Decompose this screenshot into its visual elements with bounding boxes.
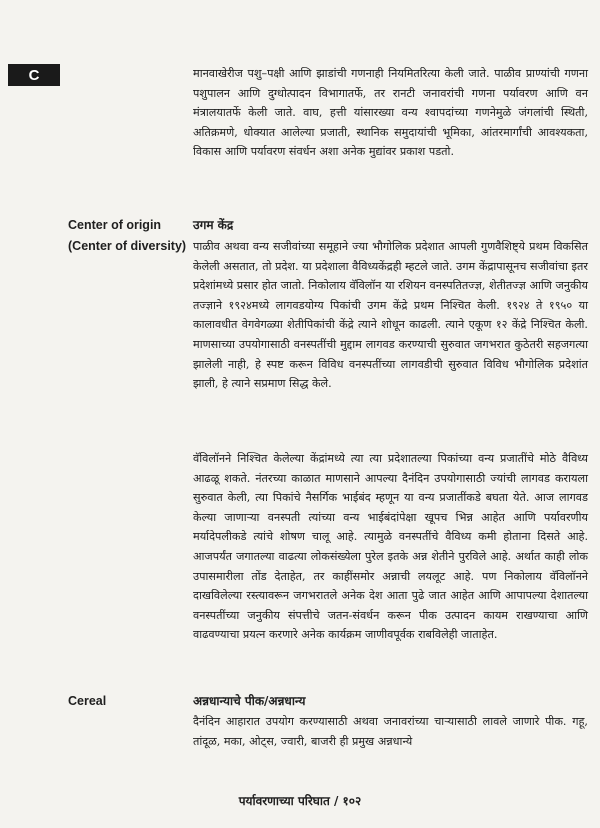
entry-heading-annadhanya: अन्नधान्याचे पीक/अन्नधान्य bbox=[193, 694, 306, 708]
entry-paragraph-cereal: दैनंदिन आहारात उपयोग करण्यासाठी अथवा जनावरांच्या चाऱ्यासाठी लावले जाणारे पीक. गहू, तांदूळ, मका, ओट्स, ज्वारी, बाजरी ही प्रमुख अन्नधान्ये bbox=[193, 715, 588, 748]
entry-term-center-of-origin: Center of origin bbox=[68, 218, 162, 232]
section-letter-tab: C bbox=[8, 64, 60, 86]
entry-paragraph-origin-2: वॅविलॉनने निश्चित केलेल्या केंद्रांमध्ये त्या त्या प्रदेशातल्या पिकांच्या वन्य प्रजातींचे मोठे वैविध्य आढळू शकते. नंतरच्या काळात माणसाने आपल्या दैनंदिन उपयोगासाठी ज्यांची लागवड करायला सुरुवात केली, त्या पिकांचे नैसर्गिक भाईबंद म्हणून या वन्य प्रजातींकडे बघता येते. आज लागवड केल्या जाणाऱ्या वनस्पती त्यांच्या वन्य भाईबंदांपेक्षा खूपच भिन्न आहेत आणि पर्यावरणीय मर्यादेपलीकडे त्यांचे शोषण चालू आहे. त्यामुळे वनस्पतींचे वैविध्य कमी होताना दिसते आहे. आजपर्यंत जगातल्या वाढत्या लोकसंख्येला पुरेल इतके अन्न शेतीने पुरविले आहे. अर्थात काही लोक उपासमारीला तोंड देताहेत, तर काहींसमोर अन्नाची लयलूट आहे. पण निकोलाय वॅविलॉनने दाखविलेल्या रस्त्यावरून जगभरातले अनेक देश आता पुढे जात आहेत आणि आपापल्या देशातल्या वनस्पतींच्या जनुकीय संपत्तीचे जतन-संवर्धन करून पीक उत्पादन कायम राखण्याचा आणि वाढवण्याचा प्रयत्न करणारे अनेक कार्यक्रम जाणीवपूर्वक राबविलेही जाताहेत. bbox=[193, 452, 588, 642]
page-footer: पर्यावरणाच्या परिघात / १०२ bbox=[238, 794, 362, 808]
intro-paragraph: मानवाखेरीज पशु–पक्षी आणि झाडांची गणनाही नियमितरित्या केली जाते. पाळीव प्राण्यांची गणना पशुपालन आणि दुग्धोत्पादन विभागातर्फे, तर रानटी जनावरांची गणना पर्यावरण आणि वन मंत्रालयातर्फे केली जाते. वाघ, हत्ती यांसारख्या वन्य श्वापदांच्या गणनेमुळे जंगलांची स्थिती, अतिक्रमणे, धोक्यात आलेल्या प्रजाती, स्थानिक समुदायांची भूमिका, आंतरमार्गांची आवश्यकता, विकास आणि पर्यावरण संवर्धन अशा अनेक मुद्यांवर प्रकाश पडतो. bbox=[193, 67, 588, 159]
entry-term-alt-center-of-diversity: (Center of diversity) bbox=[68, 239, 187, 253]
entry-paragraph-origin-1: पाळीव अथवा वन्य सजीवांच्या समूहाने ज्या भौगोलिक प्रदेशात आपली गुणवैशिष्ट्ये प्रथम विकसित केलेली असतात, तो प्रदेश. या प्रदेशाला वैविध्यकेंद्रही म्हटले जाते. उगम केंद्रापासूनच सजीवांचा इतर प्रदेशांमध्ये प्रसार होत जातो. निकोलाय वॅविलॉन या रशियन वनस्पतितज्ज्ञ, शेतीतज्ज्ञ आणि जनुकीय तज्ज्ञाने १९२४मध्ये लागवडयोग्य पिकांची उगम केंद्रे प्रथम निश्चित केली. १९२४ ते १९५० या कालावधीत वेगवेगळ्या शेतीपिकांची केंद्रे त्याने शोधून काढली. त्याने एकूण १२ केंद्रे निश्चित केली. माणसाच्या उपयोगासाठी वनस्पतींची मुद्दाम लागवड करण्याची सुरुवात जगभरात कुठेतरी सहजगत्या झालेली नाही, हे स्पष्ट करून विविध वनस्पतींच्या लागवडीची सुरुवात विविध भौगोलिक प्रदेशांत झाली, हे त्याने सप्रमाण सिद्ध केले. bbox=[193, 240, 588, 391]
entry-term-cereal: Cereal bbox=[68, 694, 107, 708]
entry-heading-ugam-kendra: उगम केंद्र bbox=[193, 218, 234, 232]
